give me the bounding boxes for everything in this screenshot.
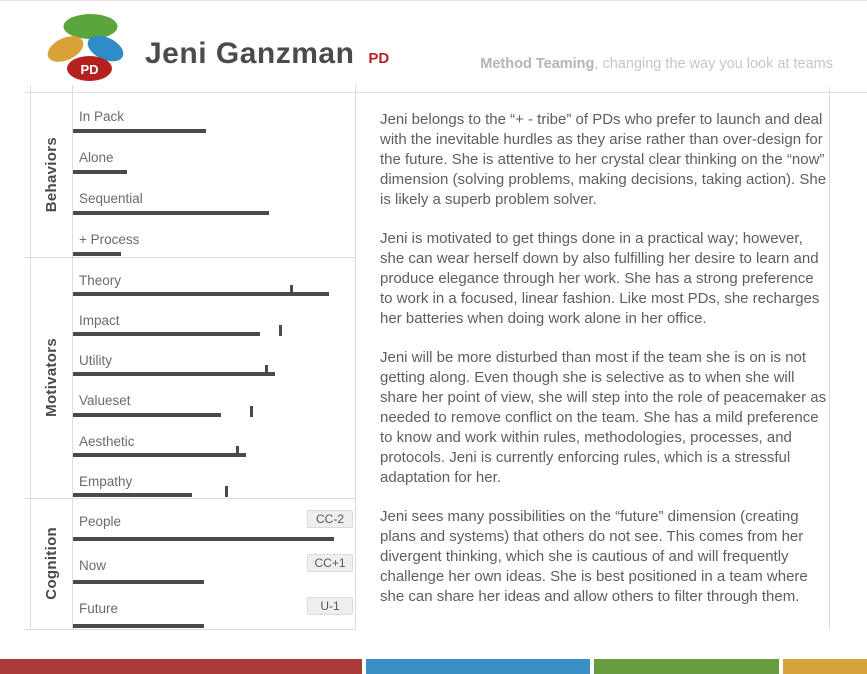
- chart-row-bar: [73, 537, 334, 541]
- chart-row-label: In Pack: [79, 109, 125, 124]
- chart-row-marker-tick: [236, 446, 239, 457]
- chart-row-label: Empathy: [79, 473, 133, 489]
- chart-row-label: Now: [79, 557, 107, 573]
- chart-row-label: Alone: [79, 150, 114, 165]
- chart-row-label: Aesthetic: [79, 433, 135, 449]
- chart-row-bar: [73, 211, 269, 215]
- person-name: Jeni Ganzman: [145, 37, 355, 70]
- chart-row: [72, 377, 355, 417]
- chart-row: [72, 297, 355, 337]
- logo-pd-text: PD: [80, 62, 99, 77]
- narrative-paragraph-1: Jeni belongs to the “+ - tribe” of PDs who prefer to launch and deal with the inevitable hurdles as they arise rather than over-design for the future. She is attentive to her crystal clear thinking on the “now” dimension (solving problems, making decisions, taking action). She is likely a superb problem solver.: [380, 111, 827, 208]
- chart-row-label: Utility: [79, 353, 112, 369]
- chart-row-badge: CC-2: [307, 510, 353, 528]
- chart-row-label: Theory: [79, 273, 122, 288]
- chart-row: [72, 418, 355, 458]
- footer-segment-1: [0, 659, 362, 674]
- section-label-text: Motivators: [43, 338, 60, 417]
- person-role-tag: PD: [368, 50, 390, 67]
- section-rows-behaviors: [72, 93, 355, 257]
- chart-row-marker-tick: [250, 406, 253, 417]
- chart-row-badge: U-1: [307, 597, 353, 615]
- section-label-motivators: [31, 257, 72, 498]
- section-label-text: Cognition: [43, 527, 60, 600]
- chart-row: [72, 175, 355, 216]
- method-teaming-logo-icon: [47, 13, 135, 83]
- section-rows-cognition: [72, 498, 355, 629]
- chart-row: [72, 216, 355, 257]
- chart-row: [72, 542, 355, 586]
- chart-row-label: Valueset: [79, 393, 131, 409]
- narrative-paragraph-3: Jeni will be more disturbed than most if the team she is on is not getting along. Even though she is selective as to when she will share her point of view, she will step into the role of peacemaker as needed to remove conflict on the team. She has a mild preference to know and work within rules, methodologies, processes, and protocols. Jeni is currently enforcing rules, which is a stressful adaptation for her.: [380, 349, 827, 486]
- tagline-brand: Method Teaming: [480, 56, 595, 72]
- chart-row: [72, 93, 355, 134]
- chart-row-label: Impact: [79, 313, 120, 329]
- chart-row-bar: [73, 252, 121, 256]
- header-name-block: [145, 37, 389, 71]
- chart-row-bar: [73, 413, 221, 417]
- chart-row-bar: [73, 170, 127, 174]
- chart-row: [72, 257, 355, 297]
- chart-row-label: Sequential: [79, 191, 143, 206]
- chart-row-marker-tick: [265, 365, 268, 376]
- section-label-cognition: [31, 498, 72, 629]
- footer-segment-3: [594, 659, 779, 674]
- chart-row-bar: [73, 493, 192, 497]
- section-label-behaviors: [31, 93, 72, 257]
- chart-row-marker-tick: [290, 285, 293, 296]
- chart-row-marker-tick: [225, 486, 228, 497]
- narrative-paragraph-2: Jeni is motivated to get things done in a practical way; however, she can wear herself down by also fulfilling her desire to learn and produce elegance through her work. She has a strong preference to work in a focused, linear fashion. Like most PDs, she recharges her batteries when doing work alone in her office.: [380, 230, 820, 327]
- chart-row: [72, 337, 355, 377]
- footer-segment-4: [783, 659, 867, 674]
- chart-row-bar: [73, 453, 246, 457]
- chart-row-label: + Process: [79, 232, 140, 247]
- grid-line-vertical: [355, 85, 356, 630]
- section-rows-motivators: [72, 257, 355, 498]
- brand-tagline: [480, 56, 833, 72]
- chart-row-badge: CC+1: [307, 554, 353, 572]
- chart-row-marker-tick: [279, 325, 282, 336]
- chart-row: [72, 134, 355, 175]
- tagline-rest: , changing the way you look at teams: [594, 56, 833, 72]
- chart-row-bar: [73, 332, 260, 336]
- logo-petal-top: [64, 14, 118, 39]
- chart-row: [72, 585, 355, 629]
- narrative-panel: [380, 110, 828, 626]
- chart-row-label: Future: [79, 601, 119, 617]
- section-label-text: Behaviors: [43, 137, 60, 213]
- chart-row-label: People: [79, 514, 122, 529]
- chart-row-bar: [73, 580, 204, 584]
- footer-segment-2: [366, 659, 590, 674]
- chart-row-bar: [73, 372, 275, 376]
- grid-line-vertical: [829, 87, 830, 630]
- chart-row-bar: [73, 624, 204, 628]
- chart-row-bar: [73, 129, 206, 133]
- chart-row: [72, 498, 355, 542]
- chart-row: [72, 458, 355, 498]
- narrative-paragraph-4: Jeni sees many possibilities on the “future” dimension (creating plans and systems) that others do not see. This comes from her divergent thinking, which she is cautious of and will frequently challenge her own ideas. She is best positioned in a team where she can share her ideas and allow others to filter through them.: [380, 508, 808, 605]
- grid-line-bottom: [24, 629, 355, 630]
